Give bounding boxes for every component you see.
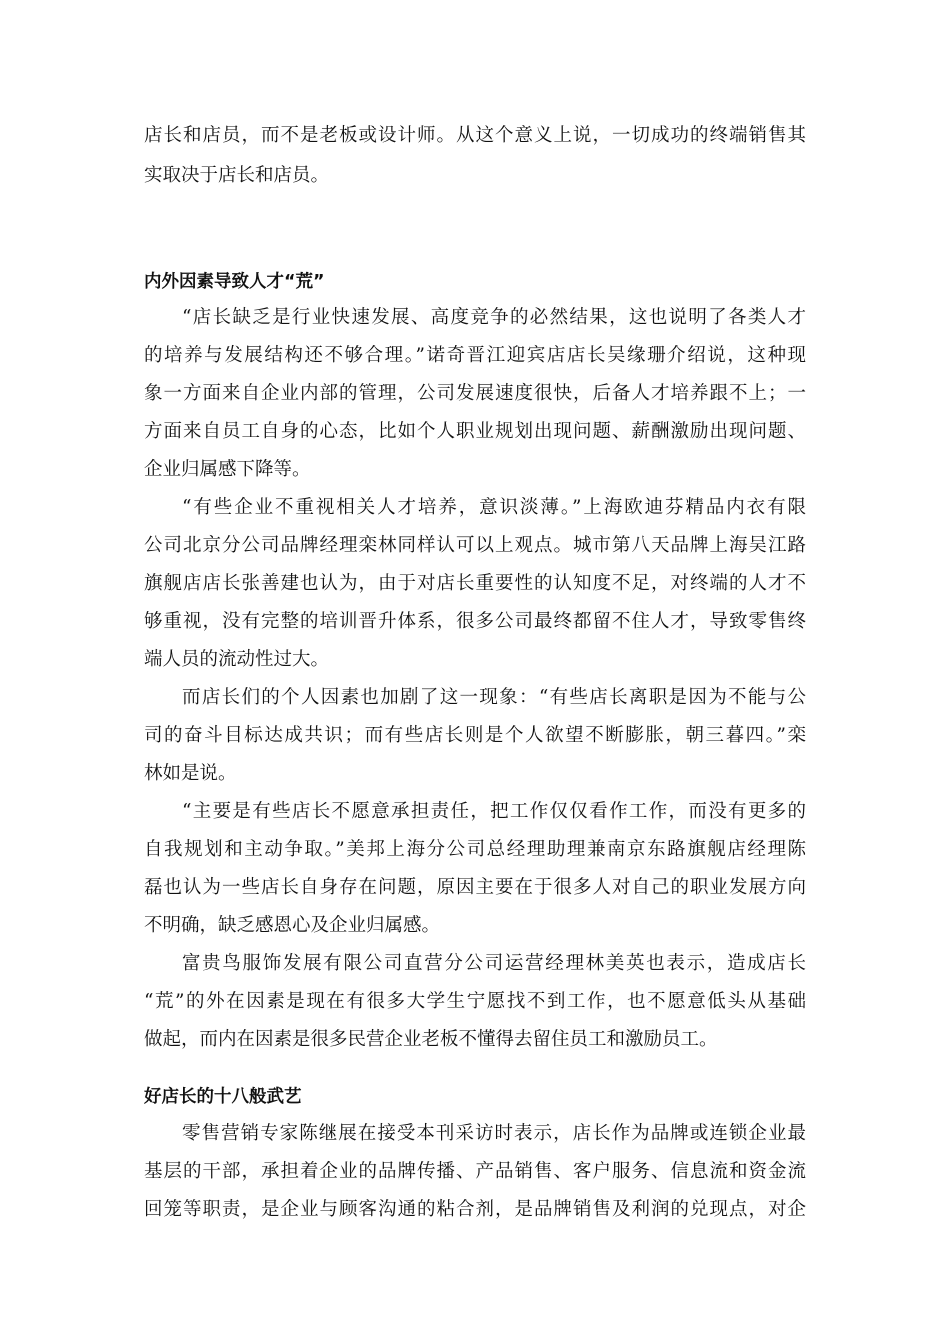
- paragraph-line: 的培养与发展结构还不够合理。”诺奇晋江迎宾店店长吴缘珊介绍说，这种现: [144, 345, 806, 366]
- paragraph-line: “主要是有些店长不愿意承担责任，把工作仅仅看作工作，而没有更多的: [182, 801, 806, 822]
- paragraph-line: 司的奋斗目标达成共识；而有些店长则是个人欲望不断膨胀，朝三暮四。”栾: [144, 725, 806, 746]
- paragraph-line: 旗舰店店长张善建也认为，由于对店长重要性的认知度不足，对终端的人才不: [144, 573, 806, 594]
- paragraph-line: 做起，而内在因素是很多民营企业老板不懂得去留住员工和激励员工。: [144, 1029, 718, 1050]
- paragraph-line: 磊也认为一些店长自身存在问题，原因主要在于很多人对自己的职业发展方向: [144, 877, 806, 898]
- paragraph-line: 而店长们的个人因素也加剧了这一现象：“有些店长离职是因为不能与公: [182, 687, 806, 708]
- paragraph-line: 基层的干部，承担着企业的品牌传播、产品销售、客户服务、信息流和资金流: [144, 1161, 806, 1182]
- section-heading: 好店长的十八般武艺: [144, 1087, 302, 1107]
- paragraph-line: 自我规划和主动争取。”美邦上海分公司总经理助理兼南京东路旗舰店经理陈: [144, 839, 806, 860]
- paragraph-line: 方面来自员工自身的心态，比如个人职业规划出现问题、薪酬激励出现问题、: [144, 421, 806, 442]
- paragraph-line: “店长缺乏是行业快速发展、高度竞争的必然结果，这也说明了各类人才: [182, 307, 806, 328]
- paragraph-line: 企业归属感下降等。: [144, 459, 311, 480]
- paragraph-line: 回笼等职责，是企业与顾客沟通的粘合剂，是品牌销售及利润的兑现点，对企: [144, 1199, 806, 1220]
- section-heading: 内外因素导致人才“荒”: [144, 272, 325, 292]
- paragraph-line: 端人员的流动性过大。: [144, 649, 330, 670]
- paragraph-line: 不明确，缺乏感恩心及企业归属感。: [144, 915, 441, 936]
- paragraph-line: 实取决于店长和店员。: [144, 165, 330, 186]
- paragraph-line: 店长和店员，而不是老板或设计师。从这个意义上说，一切成功的终端销售其: [144, 125, 806, 146]
- paragraph-line: 公司北京分公司品牌经理栾林同样认可以上观点。城市第八天品牌上海吴江路: [144, 535, 806, 556]
- paragraph-line: 够重视，没有完整的培训晋升体系，很多公司最终都留不住人才，导致零售终: [144, 611, 806, 632]
- paragraph-line: “荒”的外在因素是现在有很多大学生宁愿找不到工作，也不愿意低头从基础: [144, 991, 806, 1012]
- paragraph-line: 富贵鸟服饰发展有限公司直营分公司运营经理林美英也表示，造成店长: [182, 953, 806, 974]
- paragraph-line: 象一方面来自企业内部的管理，公司发展速度很快，后备人才培养跟不上；一: [144, 383, 806, 404]
- paragraph-line: 零售营销专家陈继展在接受本刊采访时表示，店长作为品牌或连锁企业最: [182, 1123, 806, 1144]
- paragraph-line: 林如是说。: [144, 763, 237, 784]
- paragraph-line: “有些企业不重视相关人才培养，意识淡薄。”上海欧迪芬精品内衣有限: [182, 497, 806, 518]
